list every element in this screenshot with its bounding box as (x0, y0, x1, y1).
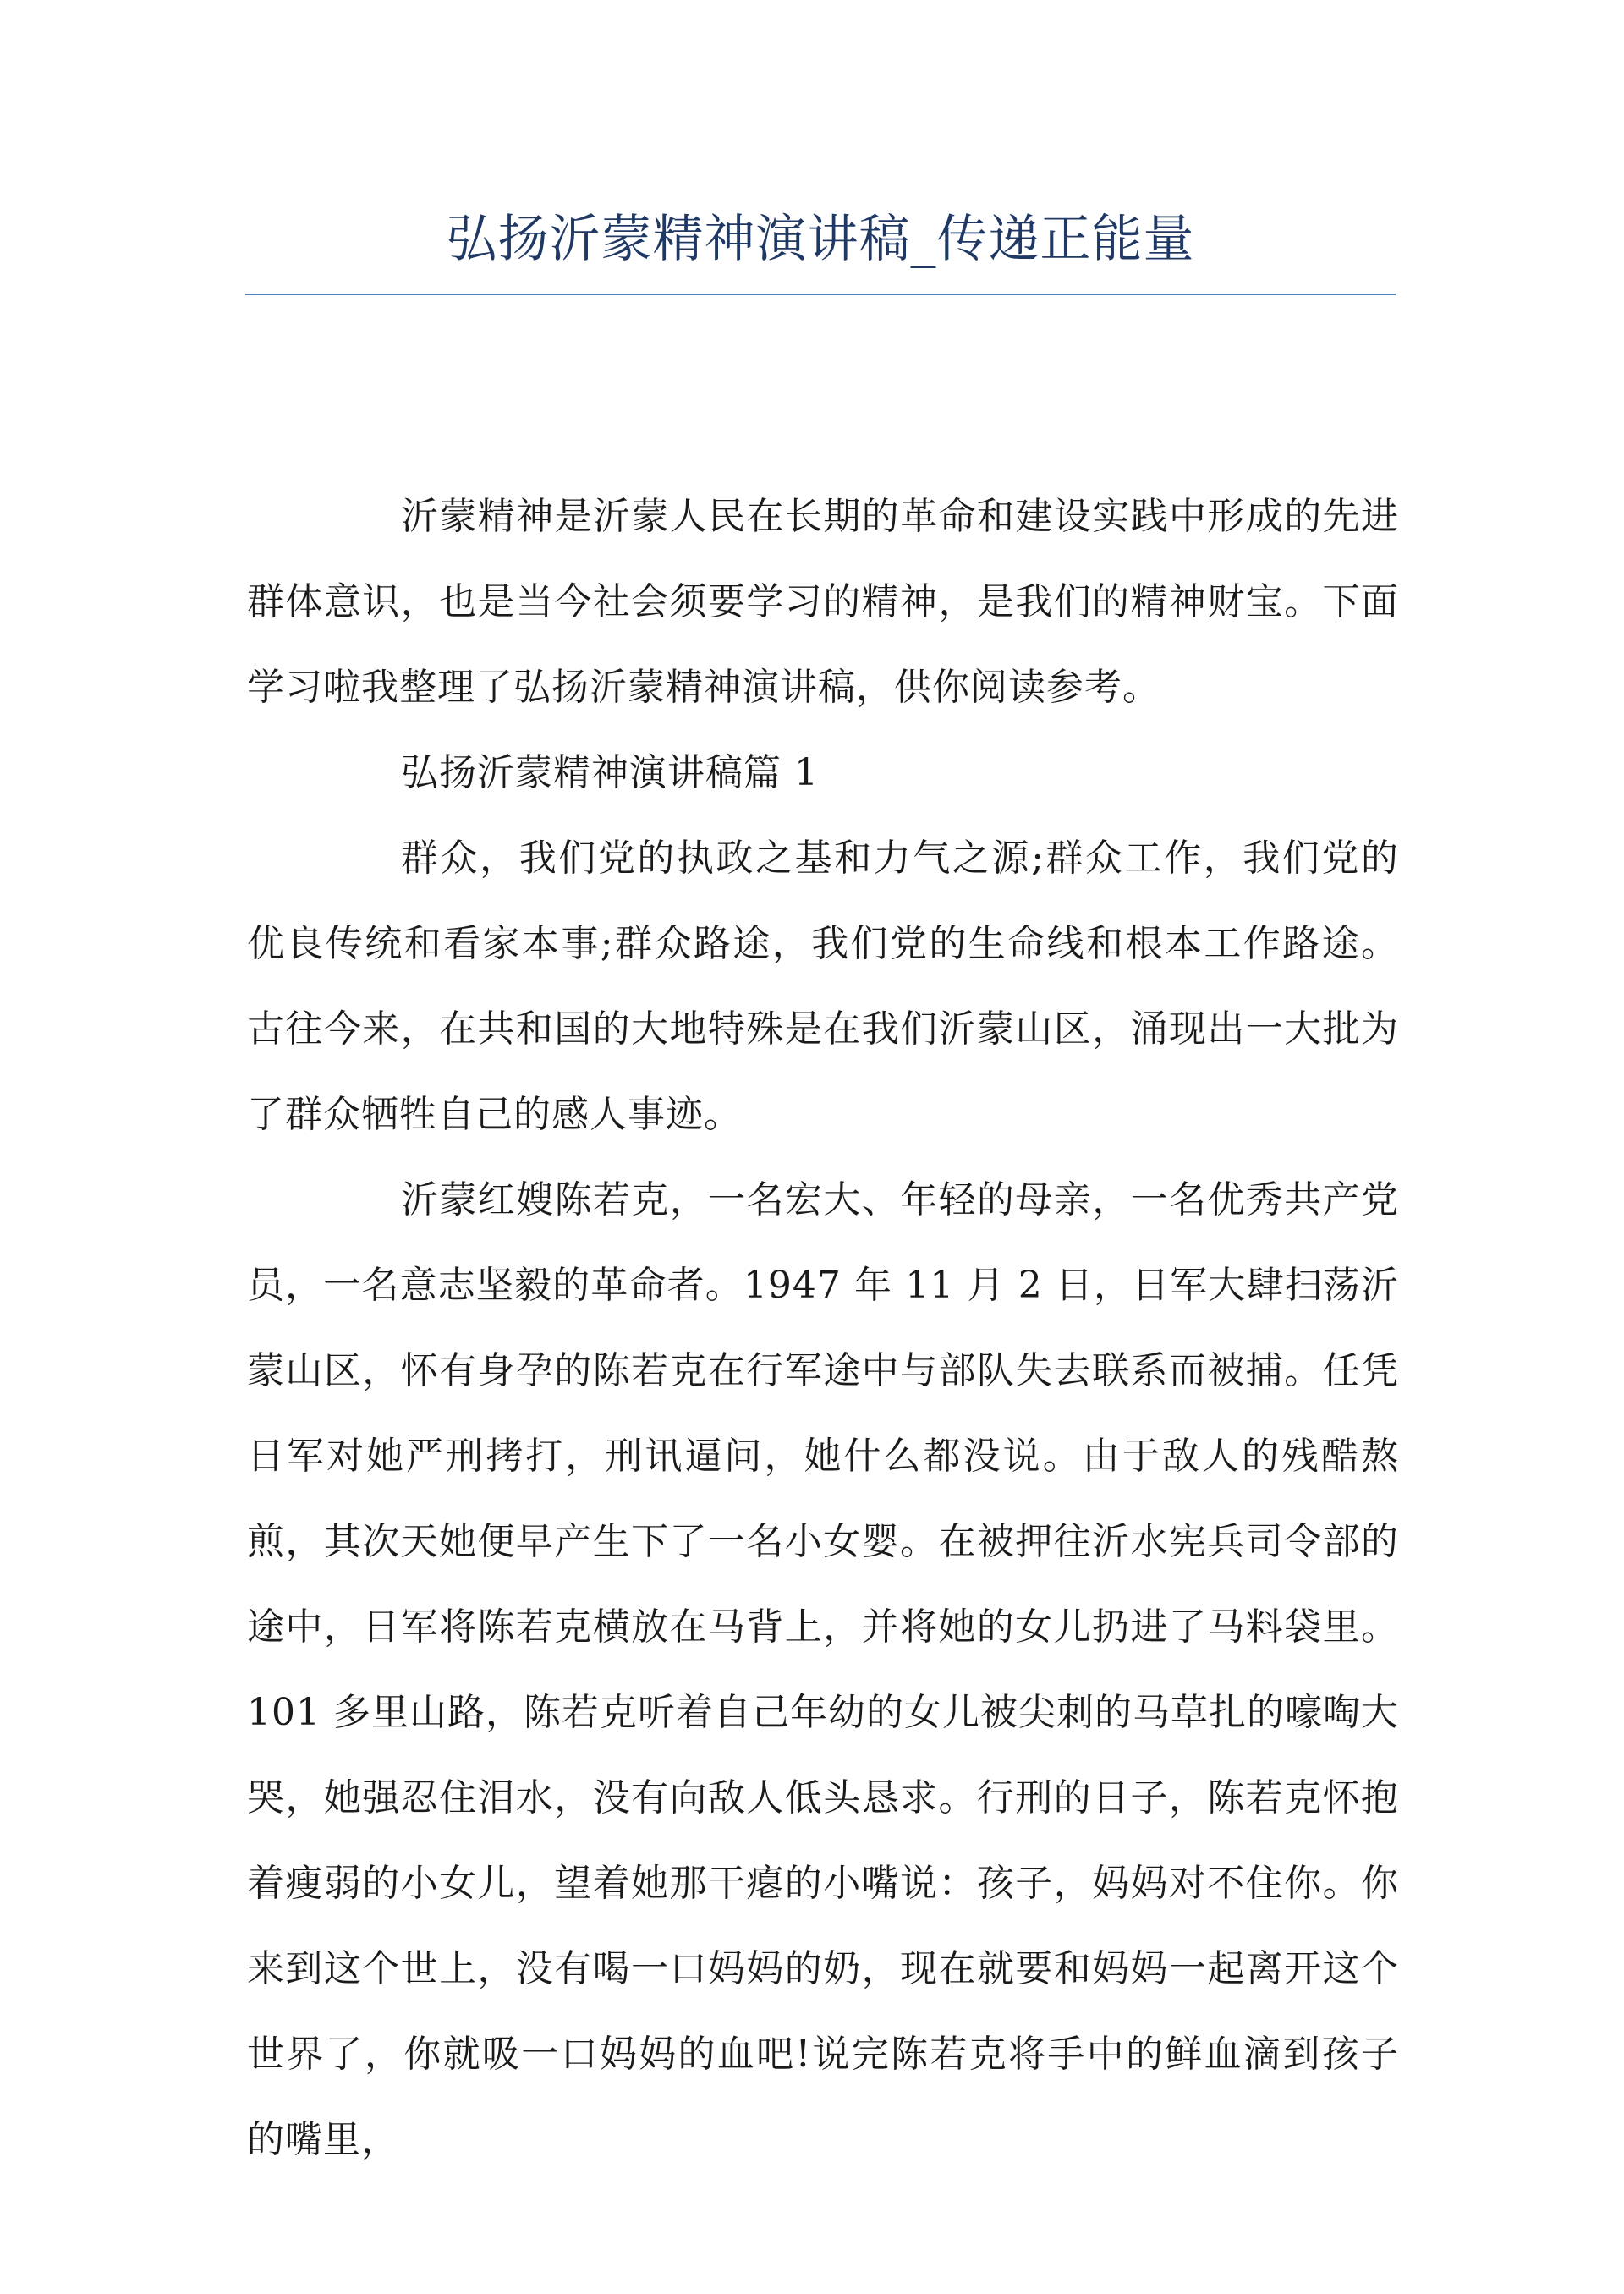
section-heading: 弘扬沂蒙精神演讲稿篇 1 (401, 751, 819, 794)
body-paragraph: 沂蒙红嫂陈若克，一名宏大、年轻的母亲，一名优秀共产党员，一名意志坚毅的革命者。1947 年 11 月 2 日，日军大肆扫荡沂蒙山区，怀有身孕的陈若克在行军途中与部队失去联系而被捕。任凭日军对她严刑拷打，刑讯逼问，她什么都没说。由于敌人的残酷熬煎，其次天她便早产生下了一名小女婴。在被押往沂水宪兵司令部的途中，日军将陈若克横放在马背上，并将她的女儿扔进了马料袋里。101 多里山路，陈若克听着自己年幼的女儿被尖刺的马草扎的嚎啕大哭，她强忍住泪水，没有向敌人低头恳求。行刑的日子，陈若克怀抱着瘦弱的小女儿，望着她那干瘪的小嘴说：孩子，妈妈对不住你。你来到这个世上，没有喝一口妈妈的奶，现在就要和妈妈一起离开这个世界了，你就吸一口妈妈的血吧!说完陈若克将手中的鲜血滴到孩子的嘴里， (247, 1178, 1399, 2161)
document-body (247, 474, 1399, 2182)
body-paragraph: 群众，我们党的执政之基和力气之源;群众工作，我们党的优良传统和看家本事;群众路途，我们党的生命线和根本工作路途。古往今来，在共和国的大地特殊是在我们沂蒙山区，涌现出一大批为了群众牺牲自己的感人事迹。 (247, 837, 1399, 1136)
intro-paragraph: 沂蒙精神是沂蒙人民在长期的革命和建设实践中形成的先进群体意识，也是当今社会须要学习的精神，是我们的精神财宝。下面学习啦我整理了弘扬沂蒙精神演讲稿，供你阅读参考。 (247, 495, 1399, 709)
document-title: 弘扬沂蒙精神演讲稿_传递正能量 (446, 210, 1195, 269)
title-underline (245, 294, 1396, 295)
